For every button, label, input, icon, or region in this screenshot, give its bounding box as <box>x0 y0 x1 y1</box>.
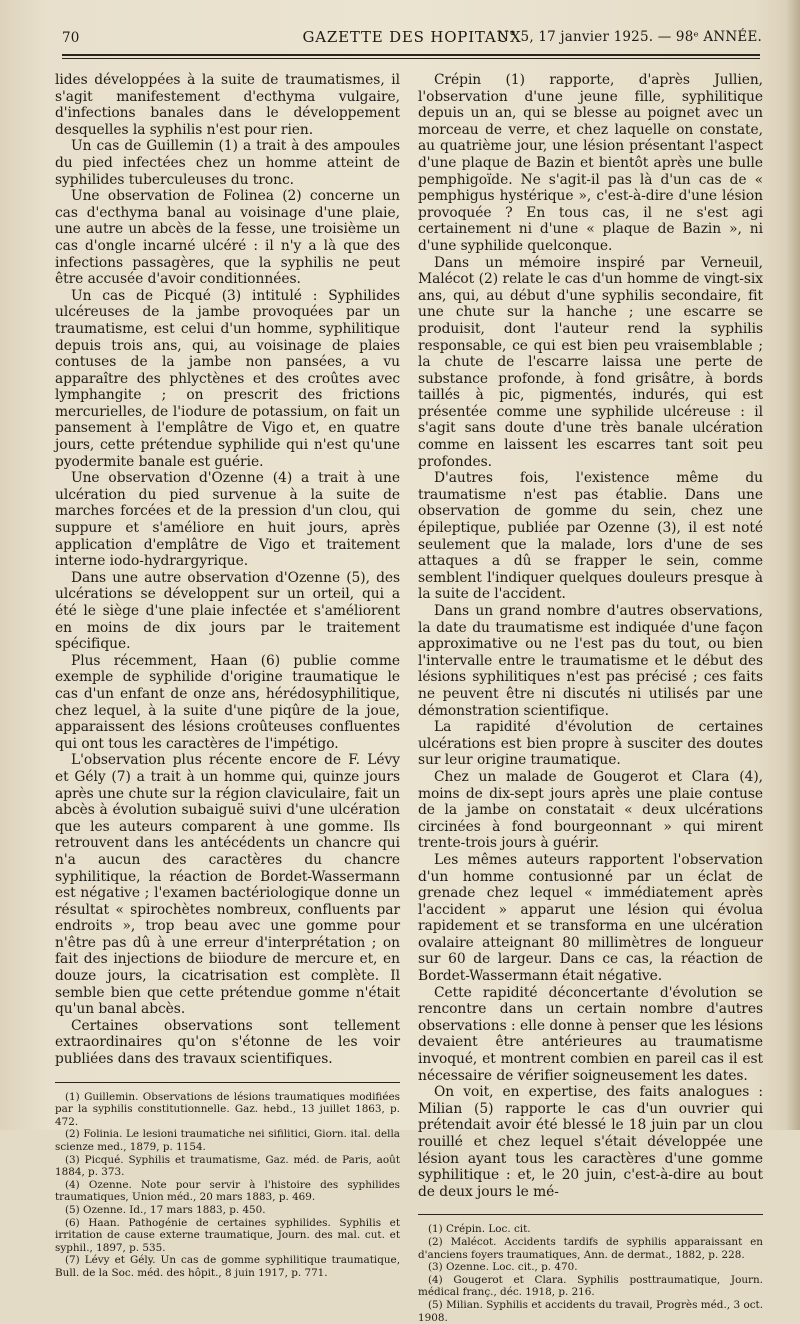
footnote: (2) Folinia. Le lesioni traumatiche nei sifilitici, Giorn. ital. della scienze med., 1879, p. 1154. <box>55 1128 400 1153</box>
footnote: (2) Malécot. Accidents tardifs de syphilis apparaissant en d'anciens foyers traumatiques, Ann. de dermat., 1882, p. 228. <box>418 1235 763 1261</box>
footnote: (4) Gougerot et Clara. Syphilis posttraumatique, Journ. médical franç., déc. 1918, p. 216. <box>418 1273 763 1299</box>
page-edge-shadow <box>786 0 800 1130</box>
footnotes-divider <box>418 1214 763 1215</box>
left-column <box>55 72 400 1280</box>
issue-info: N° 5, 17 janvier 1925. — 98ᵉ ANNÉE. <box>497 29 762 45</box>
paragraph: Plus récemment, Haan (6) publie comme exemple de syphilide d'origine traumatique le cas d'un enfant de onze ans, hérédosyphilitique, chez lequel, à la suite d'une piqûre de la joue, apparaissent des lésions croûteuses confluentes qui ont tous les caractères de l'impétigo. <box>55 652 400 752</box>
footnote: (5) Ozenne. Id., 17 mars 1883, p. 450. <box>65 1203 266 1216</box>
paragraph: Chez un malade de Gougerot et Clara (4), moins de dix-sept jours après une plaie contuse de la jambe on constatait « deux ulcérations circinées à fond bourgeonnant » qui mirent trente-trois jours à guérir. <box>418 768 763 852</box>
paragraph: L'observation plus récente encore de F. Lévy et Gély (7) a trait à un homme qui, quinze jours après une chute sur la région claviculaire, fait un abcès à évolution subaiguë suivi d'une ulcération que les auteurs comparent à une gomme. Ils retrouvent dans les antécédents un chancre qui n'a aucun des caractères du chancre syphilitique, la réaction de Bordet-Wassermann est négative ; l'examen bactériologique donne un résultat « spirochètes nombreux, confluents par endroits », trop beau avec une gomme pour n'être pas dû à une erreur d'interprétation ; on fait des injections de biiodure de mercure et, en douze jours, la cicatrisation est complète. Il semble bien que cette prétendue gomme n'était qu'un banal abcès. <box>55 752 400 1018</box>
paragraph: Dans une autre observation d'Ozenne (5), des ulcérations se développent sur un orteil, qui a été le siège d'une plaie infectée et s'améliorent en moins de dix jours par le traitement spécifique. <box>55 569 400 653</box>
paragraph: Les mêmes auteurs rapportent l'observation d'un homme contusionné par un éclat de grenade chez lequel « immédiatement après l'accident » apparut une lésion qui évolua rapidement et se transforma en une ulcération ovalaire atteignant 80 millimètres de longueur sur 60 de largeur. Dans ce cas, la réaction de Bordet-Wassermann était négative. <box>418 851 763 985</box>
footnote: (7) Lévy et Gély. Un cas de gomme syphilitique traumatique, Bull. de la Soc. méd. des hôpit., 8 juin 1917, p. 771. <box>55 1254 400 1279</box>
paragraph: Crépin (1) rapporte, d'après Jullien, l'observation d'une jeune fille, syphilitique depuis un an, qui se blesse au poignet avec un morceau de verre, et chez laquelle on constate, au quatrième jour, une lésion présentant l'aspect d'une plaque de Bazin et bientôt après une bulle pemphigoïde. Ne s'agit-il pas là d'un cas de « pemphigus hystérique », c'est-à-dire d'une lésion provoquée ? En tous cas, il ne s'est agi certainement ni d'une « plaque de Bazin », ni d'une syphilide quelconque. <box>418 72 763 254</box>
paragraph: Un cas de Guillemin (1) a trait à des ampoules du pied infectées chez un homme atteint de syphilides tuberculeuses du tronc. <box>55 138 400 188</box>
paragraph: Dans un mémoire inspiré par Verneuil, Malécot (2) relate le cas d'un homme de vingt-six ans, qui, au début d'une syphilis secondaire, fit une chute sur la hanche ; une escarre se produisit, dont l'auteur rend la syphilis responsable, ce qui est bien peu vraisemblable ; la chute de l'escarre laissa une perte de substance profonde, à fond grisâtre, à bords taillés à pic, pigmentés, indurés, qui est présentée comme une syphilide ulcéreuse : il s'agit sans doute d'une très banale ulcération comme en laissent les escarres tant soit peu profondes. <box>418 254 763 470</box>
paragraph: Une observation d'Ozenne (4) a trait à une ulcération du pied survenue à la suite de marches forcées et de la pression d'un clou, qui suppure et s'améliore en huit jours, après application d'emplâtre de Vigo et traitement interne iodo-hydrargyrique. <box>55 470 400 570</box>
footnote: (6) Haan. Pathogénie de certaines syphilides. Syphilis et irritation de cause externe traumatique, Journ. des mal. cut. et syphil., 1897, p. 535. <box>55 1216 400 1254</box>
paragraph: D'autres fois, l'existence même du traumatisme n'est pas établie. Dans une observation de gomme du sein, chez une épileptique, publiée par Ozenne (3), il est noté seulement que la malade, lors d'une de ses attaques a dû se frapper le sein, comme semblent l'indiquer quelques douleurs presque à la suite de l'accident. <box>418 470 763 603</box>
footnote: (1) Guillemin. Observations de lésions traumatiques modifiées par la syphilis constitutionnelle. Gaz. hebd., 13 juillet 1863, p. 472. <box>55 1090 400 1128</box>
paragraph: lides développées à la suite de traumatismes, il s'agit manifestement d'ecthyma vulgaire, d'infections banales dans le développement desquelles la syphilis n'est pour rien. <box>55 72 400 138</box>
paragraph: La rapidité d'évolution de certaines ulcérations est bien propre à susciter des doutes sur leur origine traumatique. <box>418 719 763 769</box>
footnote: (4) Ozenne. Note pour servir à l'histoire des syphilides traumatiques, Union méd., 20 mars 1883, p. 469. <box>55 1178 400 1204</box>
paragraph: Une observation de Folinea (2) concerne un cas d'ecthyma banal au voisinage d'une plaie, une autre un abcès de la fesse, une troisième un cas d'ongle incarné ulcéré : il n'y a là que des infections passagères, que la syphilis ne peut être accusée d'avoir conditionnées. <box>55 188 400 288</box>
paragraph: On voit, en expertise, des faits analogues : Milian (5) rapporte le cas d'un ouvrier qui prétendait avoir été blessé le 18 juin par un clou rouillé et chez lequel s'était développée une lésion ayant tous les caractères d'une gomme syphilitique : et, le 20 juin, c'est-à-dire au bout de deux jours le mé- <box>418 1084 763 1200</box>
footnotes-divider <box>55 1082 400 1083</box>
footnote: (3) Ozenne. Loc. cit., p. 470. <box>428 1261 578 1274</box>
paragraph: Un cas de Picqué (3) intitulé : Syphilides ulcéreuses de la jambe provoquées par un traumatisme, est celui d'un homme, syphilitique depuis trois ans, qui, au voisinage de plaies contuses de la jambe non pansées, a vu apparaître des phlyctènes et des croûtes avec lymphangite ; on prescrit des frictions mercurielles, de l'iodure de potassium, on fait un pansement à l'emplâtre de Vigo et, en quatre jours, cette prétendue syphilide qui n'est qu'une pyodermite banale est guérie. <box>55 287 400 470</box>
paragraph: Cette rapidité déconcertante d'évolution se rencontre dans un certain nombre d'autres observations : elle donne à penser que les lésions devaient être antérieures au traumatisme invoqué, et montrent combien en pareil cas il est nécessaire de vérifier soigneusement les dates. <box>418 984 763 1084</box>
journal-title: GAZETTE DES HOPITAUX <box>302 28 522 46</box>
right-column <box>418 72 763 1324</box>
footnote: (5) Milian. Syphilis et accidents du travail, Progrès méd., 3 oct. 1908. <box>418 1298 763 1324</box>
header-rule <box>62 54 760 59</box>
paragraph: Dans un grand nombre d'autres observations, la date du traumatisme est indiquée d'une façon approximative ou ne l'est pas du tout, ou bien l'intervalle entre le traumatisme et le début des lésions syphilitiques n'est pas précisé ; ces faits ne peuvent être ni discutés ni utilisés par une démonstration scientifique. <box>418 603 763 719</box>
footnote: (1) Crépin. Loc. cit. <box>428 1223 531 1236</box>
page-header <box>52 26 772 48</box>
footnote: (3) Picqué. Syphilis et traumatisme, Gaz. méd. de Paris, août 1884, p. 373. <box>55 1153 400 1179</box>
page-number: 70 <box>62 30 80 46</box>
paragraph: Certaines observations sont tellement extraordinaires qu'on s'étonne de les voir publiées dans des travaux scientifiques. <box>55 1017 400 1068</box>
